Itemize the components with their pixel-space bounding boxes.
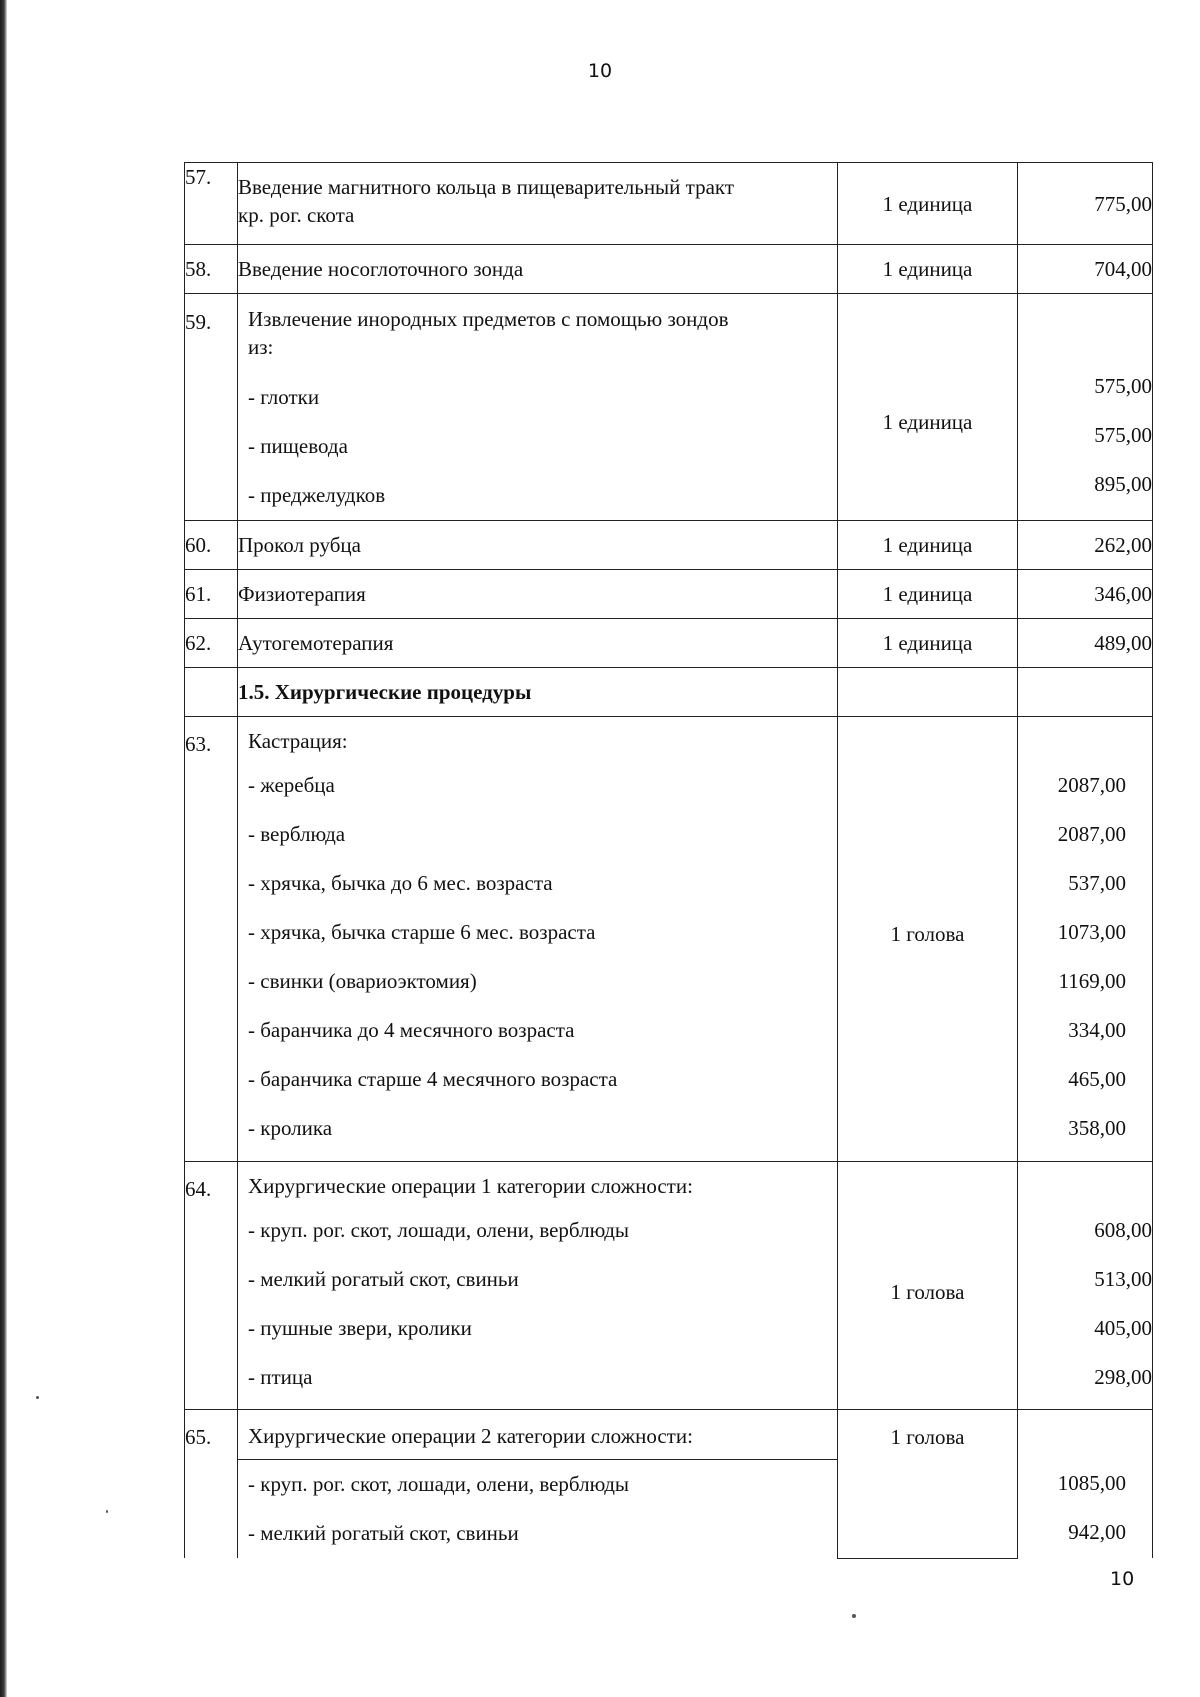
service-name: Введение носоглоточного зонда (238, 245, 838, 294)
list-item: - преджелудков (248, 483, 386, 507)
scan-edge (0, 0, 7, 1697)
price-value: 575,00 (1094, 374, 1152, 398)
price-value: 465,00 (1068, 1067, 1126, 1091)
unit-cell: 1 единица (838, 521, 1018, 570)
table-row (185, 1162, 1153, 1410)
list-item: - мелкий рогатый скот, свиньи (248, 1267, 519, 1291)
list-item: - жеребца (248, 773, 335, 797)
table-row (185, 245, 1153, 294)
price-value: 537,00 (1068, 871, 1126, 895)
list-item: - пушные звери, кролики (248, 1316, 472, 1340)
row-number: 58. (185, 245, 238, 294)
unit-cell: 1 голова (838, 1162, 1018, 1410)
row-number: 64. (185, 1162, 238, 1410)
table-row (185, 570, 1153, 619)
unit-cell (838, 668, 1018, 717)
list-item: - хрячка, бычка старше 6 мес. возраста (248, 920, 596, 944)
list-item: - кролика (248, 1116, 333, 1140)
service-name: Физиотерапия (238, 570, 838, 619)
service-name-line: из: (248, 335, 274, 359)
price-value: 298,00 (1094, 1365, 1152, 1389)
row-number: 57. (185, 163, 238, 245)
price-cell: 262,00 (1018, 521, 1153, 570)
scan-speck (36, 1396, 39, 1399)
service-name-line: Введение магнитного кольца в пищеварительный тракт (238, 175, 735, 199)
service-name (238, 1162, 838, 1410)
list-item: - пищевода (248, 434, 348, 458)
unit-cell: 1 единица (838, 294, 1018, 521)
unit-cell: 1 единица (838, 245, 1018, 294)
service-title: Кастрация: (248, 729, 348, 753)
price-value: 942,00 (1068, 1520, 1126, 1544)
row-number: 62. (185, 619, 238, 668)
list-item: - свинки (овариоэктомия) (248, 969, 477, 993)
price-cell: 704,00 (1018, 245, 1153, 294)
scan-speck (106, 1510, 108, 1513)
price-value: 334,00 (1068, 1018, 1126, 1042)
row-number: 63. (185, 717, 238, 1162)
service-name: Прокол рубца (238, 521, 838, 570)
row-number: 60. (185, 521, 238, 570)
price-value: 1073,00 (1057, 920, 1126, 944)
list-item: - круп. рог. скот, лошади, олени, верблюды (248, 1472, 629, 1496)
price-value: 2087,00 (1057, 822, 1126, 846)
price-value: 2087,00 (1057, 773, 1126, 797)
page-number-bottom: 10 (1110, 1568, 1135, 1590)
price-cell (1018, 717, 1153, 1162)
price-value: 1169,00 (1058, 969, 1126, 993)
list-item: - хрячка, бычка до 6 мес. возраста (248, 871, 553, 895)
price-cell (1018, 1162, 1153, 1410)
unit-cell: 1 единица (838, 570, 1018, 619)
price-cell: 346,00 (1018, 570, 1153, 619)
row-number: 59. (185, 294, 238, 521)
section-header-row (185, 668, 1153, 717)
price-value: 513,00 (1094, 1267, 1152, 1291)
unit-cell: 1 голова (838, 1410, 1018, 1559)
section-title: 1.5. Хирургические процедуры (238, 668, 838, 717)
list-item: - мелкий рогатый скот, свиньи (248, 1521, 519, 1545)
price-table (184, 162, 1153, 1559)
row-number (185, 668, 238, 717)
list-item: - баранчика до 4 месячного возраста (248, 1018, 575, 1042)
table-row (185, 619, 1153, 668)
price-value: 358,00 (1068, 1116, 1126, 1140)
price-cell (1018, 668, 1153, 717)
price-cell: 775,00 (1018, 163, 1153, 245)
unit-cell: 1 единица (838, 619, 1018, 668)
list-item: - верблюда (248, 822, 346, 846)
list-item: - глотки (248, 385, 320, 409)
price-value: 895,00 (1094, 472, 1152, 496)
row-number: 61. (185, 570, 238, 619)
service-name (238, 163, 838, 245)
service-name: Аутогемотерапия (238, 619, 838, 668)
service-name (238, 294, 838, 521)
price-cell: 489,00 (1018, 619, 1153, 668)
unit-cell: 1 единица (838, 163, 1018, 245)
page-number-top: 10 (587, 60, 613, 82)
price-cell (1018, 1410, 1153, 1559)
row-number: 65. (185, 1410, 238, 1559)
table-row (185, 163, 1153, 245)
table-row (185, 717, 1153, 1162)
service-name-line: кр. рог. скота (238, 203, 355, 227)
list-item: - баранчика старше 4 месячного возраста (248, 1067, 618, 1091)
list-item: - круп. рог. скот, лошади, олени, верблюды (248, 1218, 629, 1242)
price-value: 608,00 (1094, 1218, 1152, 1242)
service-title: Хирургические операции 1 категории сложности: (248, 1174, 693, 1198)
service-title: Хирургические операции 2 категории сложности: (238, 1414, 837, 1460)
table-row (185, 294, 1153, 521)
service-name-line: Извлечение инородных предметов с помощью зондов (248, 307, 729, 331)
unit-cell: 1 голова (838, 717, 1018, 1162)
price-value: 405,00 (1094, 1316, 1152, 1340)
price-cell (1018, 294, 1153, 521)
price-value: 575,00 (1094, 423, 1152, 447)
service-name (238, 1410, 838, 1559)
table-row (185, 1410, 1153, 1559)
price-value: 1085,00 (1057, 1471, 1126, 1495)
service-title (238, 294, 837, 373)
list-item: - птица (248, 1365, 313, 1389)
table-row (185, 521, 1153, 570)
service-name (238, 717, 838, 1162)
scan-speck (852, 1614, 856, 1618)
